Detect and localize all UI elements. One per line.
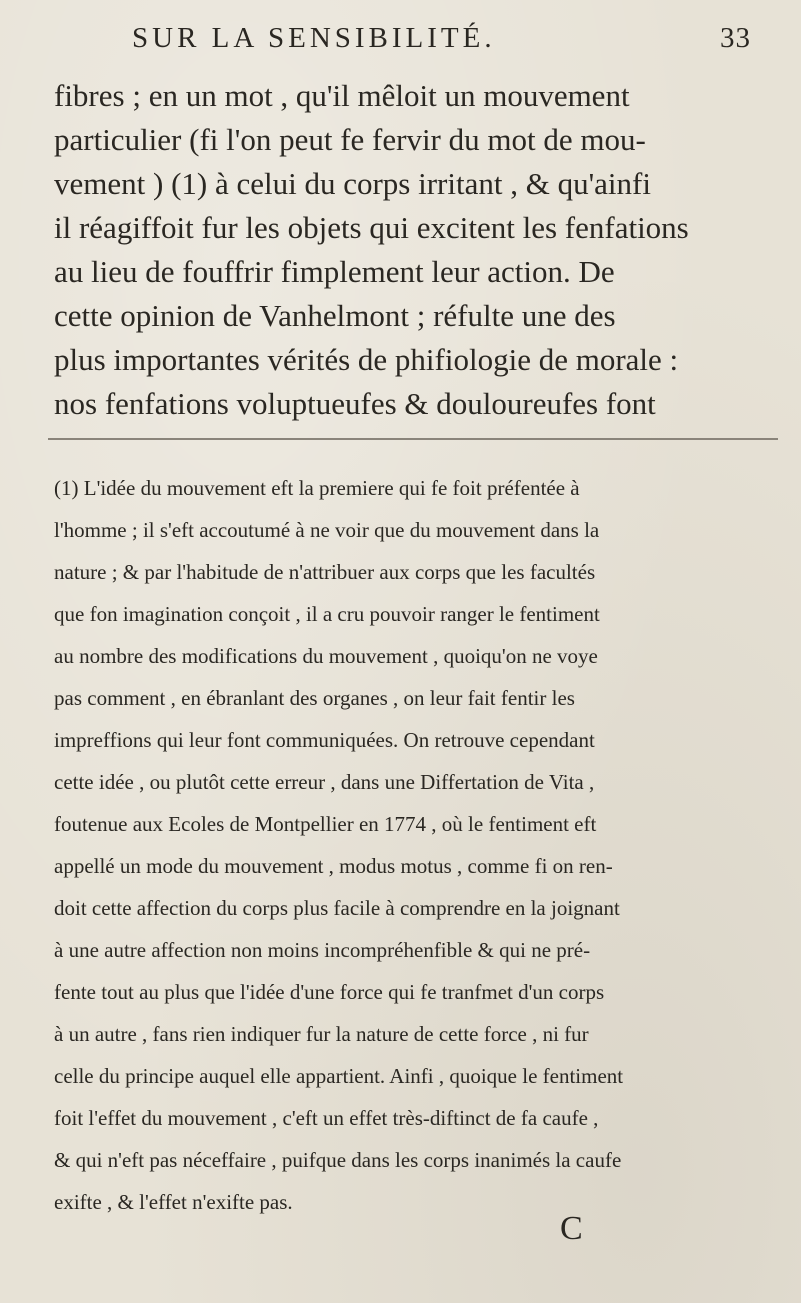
footnote-line: foit l'effet du mouvement , c'eft un effet très-diftinct de fa caufe , — [54, 1106, 599, 1130]
main-text-line: plus importantes vérités de phifiologie de morale : — [54, 342, 679, 377]
footnote-line: à une autre affection non moins incompréhenfible & qui ne pré- — [54, 938, 591, 962]
footnote-line: exifte , & l'effet n'exifte pas. — [54, 1190, 293, 1214]
main-text-line: vement ) (1) à celui du corps irritant , & qu'ainfi — [54, 166, 651, 201]
main-text-line: particulier (fi l'on peut fe fervir du mot de mou- — [54, 122, 646, 157]
footnote-line: à un autre , fans rien indiquer fur la nature de cette force , ni fur — [54, 1022, 589, 1046]
main-text-line: cette opinion de Vanhelmont ; réfulte une des — [54, 298, 616, 333]
page-number: 33 — [720, 22, 751, 54]
footnote-line: que fon imagination conçoit , il a cru pouvoir ranger le fentiment — [54, 602, 600, 626]
running-title: SUR LA SENSIBILITÉ. — [132, 22, 496, 54]
footnote-line: appellé un mode du mouvement , modus motus , comme fi on ren- — [54, 854, 613, 878]
footnote-line: celle du principe auquel elle appartient. Ainfi , quoique le fentiment — [54, 1064, 624, 1088]
footnote-separator — [48, 438, 778, 440]
footnote-line: pas comment , en ébranlant des organes , on leur fait fentir les — [54, 686, 575, 710]
footnote-line: foutenue aux Ecoles de Montpellier en 1774 , où le fentiment eft — [54, 812, 597, 836]
footnote-line: (1) L'idée du mouvement eft la premiere qui fe foit préfentée à — [54, 476, 580, 500]
signature-mark: C — [560, 1210, 583, 1247]
footnote-line: impreffions qui leur font communiquées. On retrouve cependant — [54, 728, 595, 752]
main-text-line: nos fenfations voluptueufes & douloureufes font — [54, 386, 656, 421]
running-header — [132, 22, 772, 62]
footnote-line: nature ; & par l'habitude de n'attribuer aux corps que les facultés — [54, 560, 596, 584]
footnote-line: fente tout au plus que l'idée d'une force qui fe tranfmet d'un corps — [54, 980, 605, 1004]
main-text-line: fibres ; en un mot , qu'il mêloit un mouvement — [54, 78, 630, 113]
main-text-line: il réagiffoit fur les objets qui excitent les fenfations — [54, 210, 689, 245]
footnote-line: & qui n'eft pas néceffaire , puifque dans les corps inanimés la caufe — [54, 1148, 622, 1172]
main-text-line: au lieu de fouffrir fimplement leur action. De — [54, 254, 615, 289]
footnote-line: au nombre des modifications du mouvement , quoiqu'on ne voye — [54, 644, 598, 668]
footnote-line: doit cette affection du corps plus facile à comprendre en la joignant — [54, 896, 620, 920]
footnote-line: l'homme ; il s'eft accoutumé à ne voir que du mouvement dans la — [54, 518, 600, 542]
footnote-line: cette idée , ou plutôt cette erreur , dans une Differtation de Vita , — [54, 770, 595, 794]
